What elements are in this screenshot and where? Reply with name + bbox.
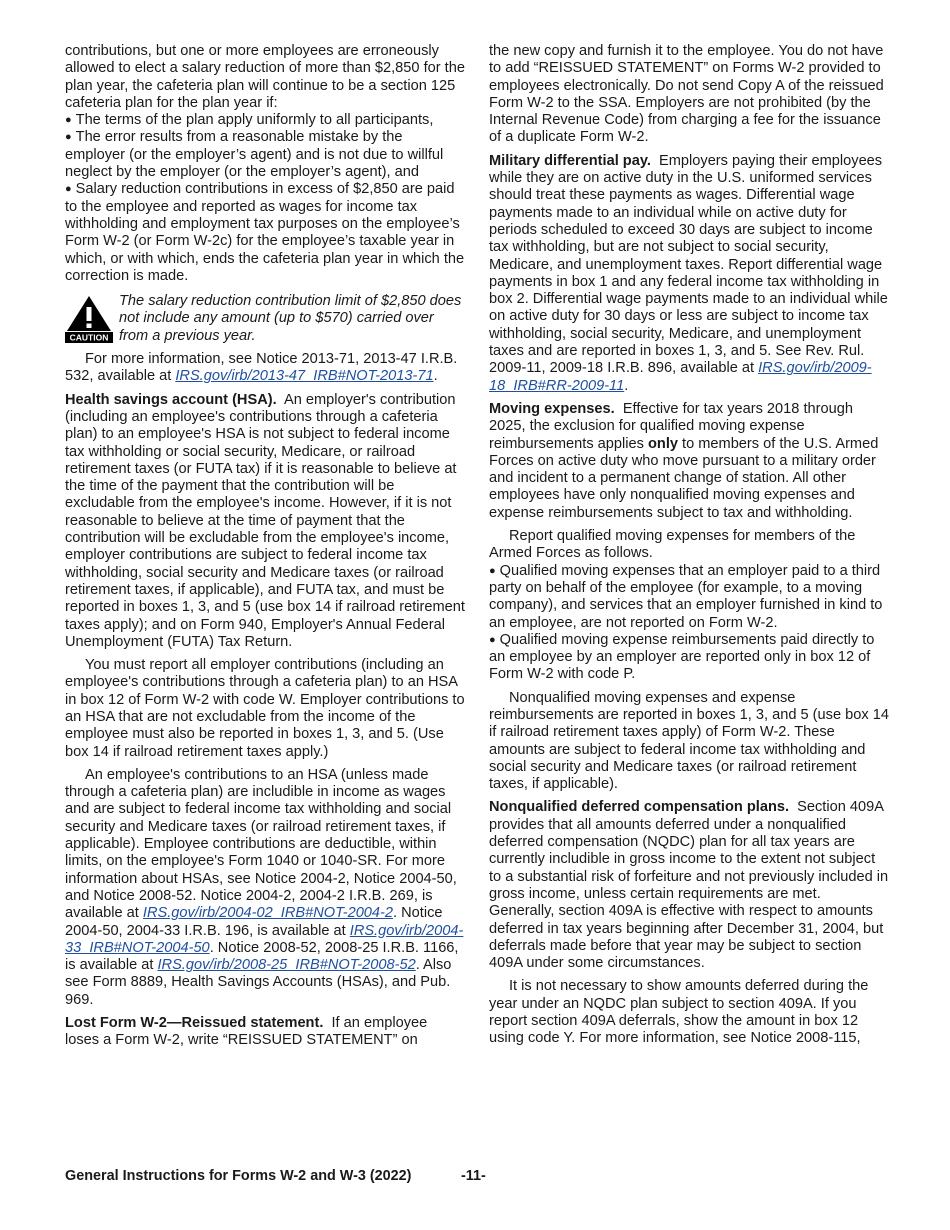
section-moving-expenses: Moving expenses. Effective for tax years 2018 through 2025, the exclusion for qualified moving expense reimbursements applies only to members of the U.S. Armed Forces on active duty who move pursuant to a military order and incident to a permanent change of station. All other employees have only nonqualified moving expenses and expense reimbursements subject to tax and withholding. <box>489 400 879 521</box>
footer-title: General Instructions for Forms W-2 and W-3 (2022) <box>65 1168 412 1184</box>
bullet-item: ● The terms of the plan apply uniformly to all participants, <box>65 112 434 129</box>
paragraph: For more information, see Notice 2013-71, 2013-47 I.R.B. 532, available at IRS.gov/irb/2013-47_IRB#NOT-2013-71. <box>65 351 458 385</box>
paragraph: contributions, but one or more employees are erroneously allowed to elect a salary reduction of more than $2,850 for the plan year, the cafeteria plan will continue to be a section 125 cafeteria plan for the plan year if: <box>65 43 465 111</box>
irs-link[interactable]: IRS.gov/irb/2004-33_IRB#NOT-2004-50 <box>65 922 464 956</box>
page-footer <box>65 1168 895 1184</box>
paragraph: the new copy and furnish it to the employee. You do not have to add “REISSUED STATEMENT” on Forms W-2 provided to employees electronically. Do not send Copy A of the reissued Form W-2 to the SSA. Employers are not prohibited (by the Internal Revenue Code) from charging a fee for the issuance of a duplicate Form W-2. <box>489 43 884 146</box>
paragraph: You must report all employer contributions (including an employee's contributions through a cafeteria plan) to an HSA in box 12 of Form W-2 with code W. Employer contributions to an HSA that are not excludable from the income of the employee must also be reported in boxes 1, 3, and 5. (Use box 14 if railroad retirement taxes apply.) <box>65 657 465 760</box>
caution-label: CAUTION <box>69 332 109 343</box>
bullet-item: ● Qualified moving expense reimbursements paid directly to an employee by an employer are reported only in box 12 of Form W-2 with code P. <box>489 631 875 683</box>
page-number: -11- <box>461 1168 486 1184</box>
bullet-item: ● Qualified moving expenses that an employer paid to a third party on behalf of the employee (for example, to a moving company), and services that an employer furnished in kind to an employee, are not reported on Form W-2. <box>489 562 883 631</box>
irs-link[interactable]: IRS.gov/irb/2013-47_IRB#NOT-2013-71 <box>175 368 434 385</box>
section-heading: Health savings account (HSA). <box>65 391 277 408</box>
section-nqdc: Nonqualified deferred compensation plans. Section 409A provides that all amounts deferred under a nonqualified deferred compensation (NQDC) plan for all tax years are currently includible in gross income to the extent not subject to a substantial risk of forfeiture and not previously included in gross income, unless certain requirements are met. Generally, section 409A is effective with respect to amounts deferred in tax years beginning after December 31, 2004, but deferrals made before that year may be subject to section 409A under some circumstances. <box>489 799 889 972</box>
section-hsa: Health savings account (HSA). An employer's contribution (including an employee's contributions through a cafeteria plan) to an employee's HSA is not subject to federal income tax withholding or social security, Medicare, or railroad retirement taxes (or FUTA tax) if it is reasonable to believe at the time of the payment that the contribution will be excludable from the employee's income. However, if it is not reasonable to believe at the time of payment that the contribution will be excludable from the employee's income, employer contributions are subject to federal income tax withholding, social security and Medicare taxes (or railroad retirement taxes, if applicable), and FUTA tax, and must be reported in boxes 1, 3, and 5 (use box 14 if railroad retirement taxes apply); and on Form 940, Employer's Annual Federal Unemployment (FUTA) Tax Return. <box>65 391 465 650</box>
caution-note <box>65 293 465 345</box>
caution-icon <box>65 293 113 345</box>
section-heading: Moving expenses. <box>489 400 615 417</box>
left-column <box>65 43 465 1050</box>
irs-link[interactable]: IRS.gov/irb/2009-18_IRB#RR-2009-11 <box>489 360 872 394</box>
paragraph: Report qualified moving expenses for members of the Armed Forces as follows. <box>489 528 856 562</box>
section-military-pay: Military differential pay. Employers paying their employees while they are on active duty in the U.S. uniformed services should treat these payments as wages. Differential wage payments made to an individual while on active duty for periods scheduled to exceed 30 days are subject to income tax withholding, but are not subject to social security, Medicare, and unemployment taxes. Report differential wage payments in box 1 and any federal income tax withholding in box 2. Differential wage payments made to an individual while on active duty for 30 days or less are subject to income tax withholding, social security, Medicare, and unemployment taxes and are reported in boxes 1, 3, and 5. See Rev. Rul. 2009-11, 2009-18 I.R.B. 896, available at IRS.gov/irb/2009-18_IRB#RR-2009-11. <box>489 152 888 394</box>
paragraph: Nonqualified moving expenses and expense reimbursements are reported in boxes 1, 3, and 5 (use box 14 if railroad retirement taxes apply) of Form W-2. These amounts are subject to federal income tax withholding and social security and Medicare taxes (or railroad retirement taxes, if applicable). <box>489 689 889 793</box>
section-lost-w2: Lost Form W-2—Reissued statement. If an employee loses a Form W-2, write “REISSUED STATEMENT” on <box>65 1015 428 1049</box>
bullet-item: ● The error results from a reasonable mistake by the employer (or the employer’s agent) and is not due to willful neglect by the employer (or the employer’s agent), and <box>65 129 444 181</box>
bullet-item: ● Salary reduction contributions in excess of $2,850 are paid to the employee and reported as wages for income tax withholding and employment tax purposes on the employee’s Form W-2 (or Form W-2c) for the employee’s taxable year in which, or with which, ends the cafeteria plan year in which the correction is made. <box>65 181 465 284</box>
caution-text: The salary reduction contribution limit of $2,850 does not include any amount (up to $570) carried over from a previous year. <box>119 293 462 344</box>
right-column <box>489 43 889 1048</box>
irs-link[interactable]: IRS.gov/irb/2008-25_IRB#NOT-2008-52 <box>157 957 416 974</box>
paragraph: It is not necessary to show amounts deferred during the year under an NQDC plan subject to section 409A. If you report section 409A deferrals, show the amount in box 12 using code Y. For more information, see Notice 2008-115, <box>489 978 869 1047</box>
section-heading: Military differential pay. <box>489 152 651 169</box>
paragraph: An employee's contributions to an HSA (unless made through a cafeteria plan) are includible in income as wages and are subject to federal income tax withholding and social security and Medicare taxes (or railroad retirement taxes, if applicable). Employee contributions are deductible, within limits, on the employee's Form 1040 or 1040-SR. For more information about HSAs, see Notice 2004-2, Notice 2004-50, and Notice 2008-52. Notice 2004-2, 2004-2 I.R.B. 269, is available at IRS.gov/irb/2004-02_IRB#NOT-2004-2. Notice 2004-50, 2004-33 I.R.B. 196, is available at IRS.gov/irb/2004-33_IRB#NOT-2004-50. Notice 2008-52, 2008-25 I.R.B. 1166, is available at IRS.gov/irb/2008-25_IRB#NOT-2008-52. Also see Form 8889, Health Savings Accounts (HSAs), and Pub. 969. <box>65 766 464 1008</box>
irs-link[interactable]: IRS.gov/irb/2004-02_IRB#NOT-2004-2 <box>142 905 394 922</box>
section-heading: Lost Form W-2—Reissued statement. <box>65 1015 324 1032</box>
section-heading: Nonqualified deferred compensation plans. <box>489 799 790 816</box>
